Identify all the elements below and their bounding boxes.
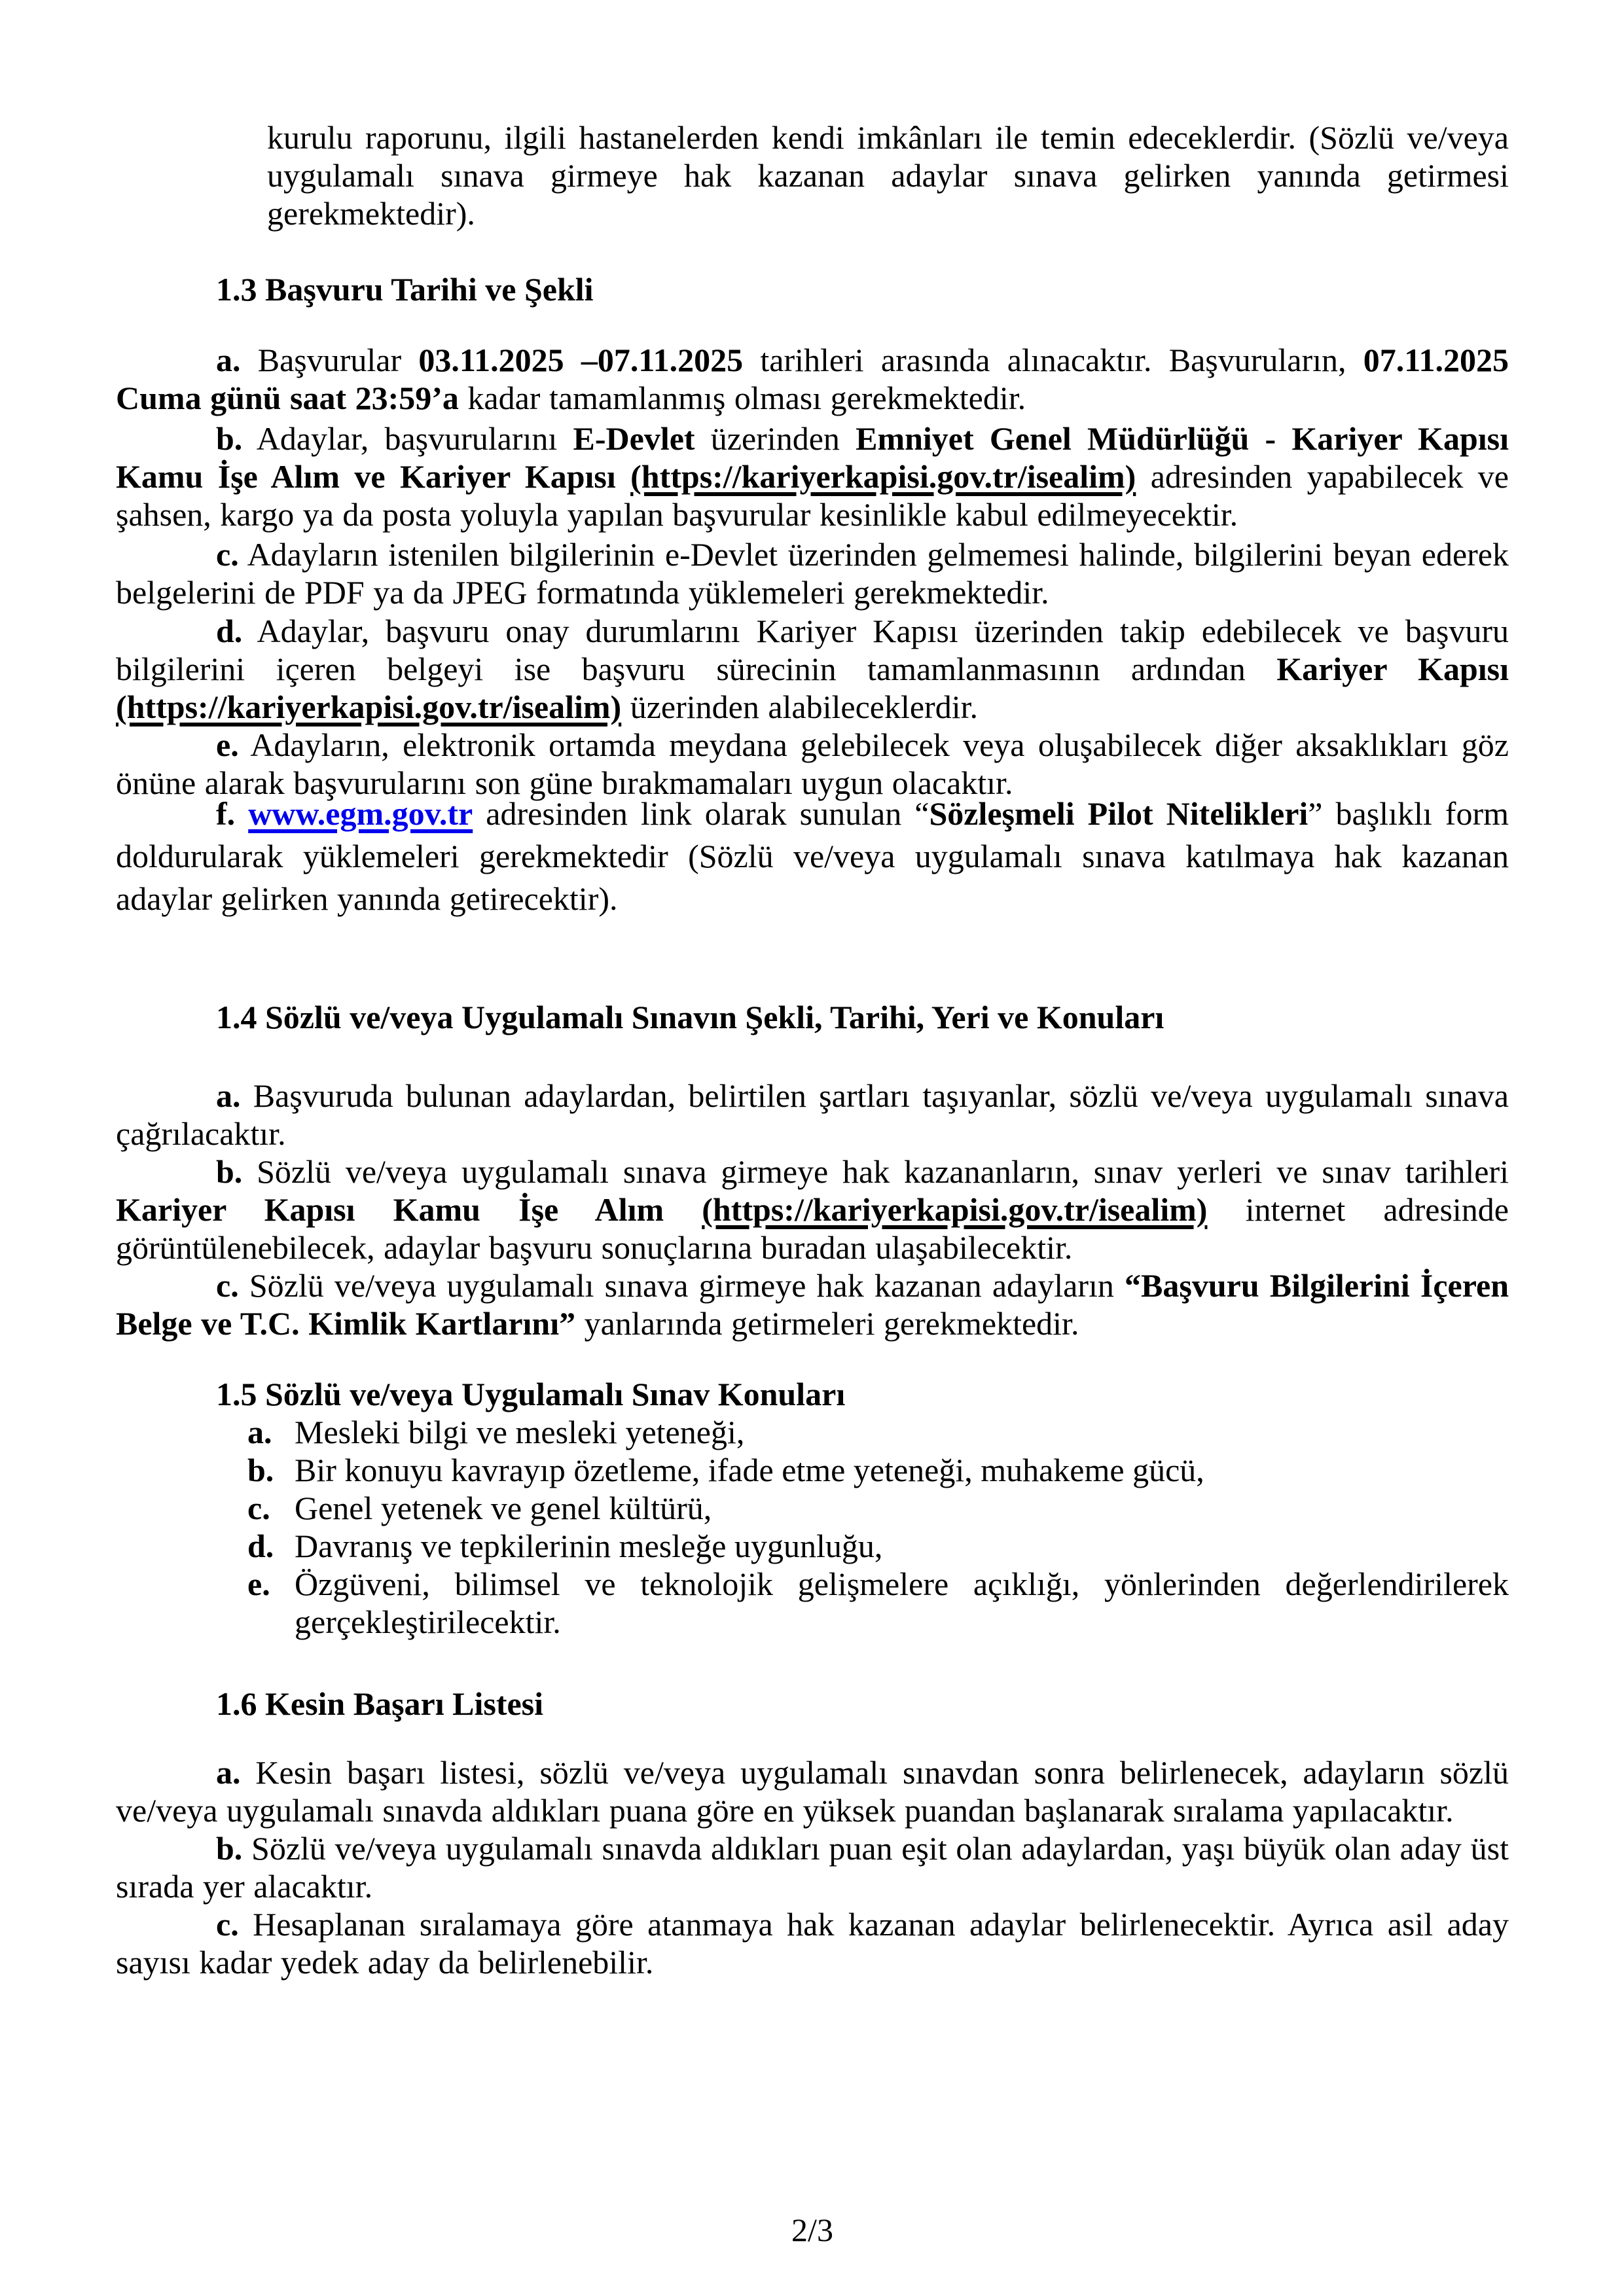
text-run: Özgüveni, bilimsel ve teknolojik gelişmelere açıklığı, yönlerinden değerlendirilerek gerçekleştirilecektir.: [295, 1566, 1509, 1640]
section-1-3-item-d: [116, 612, 1509, 726]
text-run: c.: [216, 536, 239, 573]
text-run: Genel yetenek ve genel kültürü,: [295, 1490, 712, 1526]
section-1-3-item-e: [116, 726, 1509, 802]
text-run: üzerinden alabileceklerdir.: [621, 689, 978, 725]
section-1-3-item-a: [116, 341, 1509, 417]
section-1-6-item-a: [116, 1753, 1509, 1829]
text-run: yanlarında getirmeleri gerekmektedir.: [575, 1305, 1079, 1342]
exam-topic-item-c: [247, 1489, 1509, 1527]
text-run: Sözlü ve/veya uygulamalı sınava girmeye hak kazanan adayların: [238, 1267, 1125, 1304]
section-1-3-item-f: [116, 793, 1509, 920]
text-run: Kesin başarı listesi, sözlü ve/veya uygulamalı sınavdan sonra belirlenecek, adayların sözlü ve/veya uygulamalı sınavda aldıkları puana göre en yüksek puandan başlanarak sıralama yapılacaktır.: [116, 1754, 1509, 1829]
topic-letter: d.: [247, 1528, 274, 1564]
section-1-6-heading: 1.6 Kesin Başarı Listesi: [216, 1685, 544, 1722]
text-run: a.: [216, 1077, 241, 1114]
text-run: adresinden link olarak sunulan “: [473, 795, 929, 832]
text-run: Adayların, elektronik ortamda meydana gelebilecek veya oluşabilecek diğer aksaklıkları göz önüne alarak başvurularını son güne bırakmamaları uygun olacaktır.: [116, 726, 1509, 801]
topic-letter: e.: [247, 1566, 270, 1602]
kariyerkapisi-link[interactable]: (https://kariyerkapisi.gov.tr/isealim): [630, 458, 1136, 495]
section-1-4-item-c: [116, 1266, 1509, 1342]
text-run: a.: [216, 342, 241, 378]
topic-text: [295, 1528, 882, 1564]
text-run: b.: [216, 1830, 243, 1867]
text-run: kurulu raporunu, ilgili hastanelerden kendi imkânları ile temin edeceklerdir. (Sözlü ve/veya uygulamalı sınava girmeye hak kazanan adaylar sınava gelirken yanında getirmesi gerekmektedir).: [267, 119, 1509, 232]
text-run: ” başlıklı form doldurularak yüklemeleri gerekmektedir (Sözlü ve/veya uygulamalı sınava katılmaya hak kazanan adaylar gelirken yanında getirecektir).: [116, 795, 1509, 917]
text-run: Davranış ve tepkilerinin mesleğe uygunluğu,: [295, 1528, 883, 1564]
text-run: Adayların istenilen bilgilerinin e-Devlet üzerinden gelmemesi halinde, bilgilerini beyan ederek belgelerini de PDF ya da JPEG formatında yüklemeleri gerekmektedir.: [116, 536, 1509, 611]
text-run: internet adresinde görüntülenebilecek, adaylar başvuru sonuçlarına buradan ulaşabilecektir.: [116, 1191, 1509, 1266]
text-run: e.: [216, 726, 239, 763]
exam-topic-item-b: [247, 1451, 1509, 1489]
topic-text: [295, 1490, 712, 1526]
topic-text: [295, 1566, 1509, 1640]
topic-letter: b.: [247, 1452, 274, 1488]
text-run: Emniyet Genel Müdürlüğü - Kariyer Kapısı Kamu İşe Alım ve Kariyer Kapısı: [116, 420, 1509, 495]
text-run: Mesleki bilgi ve mesleki yeteneği,: [295, 1414, 745, 1450]
section-1-3-item-c: [116, 535, 1509, 611]
exam-topic-item-d: [247, 1527, 1509, 1565]
text-run: Bir konuyu kavrayıp özetleme, ifade etme yeteneği, muhakeme gücü,: [295, 1452, 1204, 1488]
section-1-3-heading: 1.3 Başvuru Tarihi ve Şekli: [216, 271, 594, 308]
text-run: Adaylar, başvurularını: [242, 420, 573, 457]
exam-topic-item-e: [247, 1565, 1509, 1641]
section-1-5-heading: 1.5 Sözlü ve/veya Uygulamalı Sınav Konuları: [216, 1376, 846, 1412]
text-run: Adaylar, başvuru onay durumlarını Kariyer Kapısı üzerinden takip edebilecek ve başvuru bilgilerini içeren belgeyi ise başvuru sürecinin tamamlanmasının ardından: [116, 613, 1509, 687]
text-run: kadar tamamlanmış olması gerekmektedir.: [458, 380, 1026, 416]
intro-continuation-paragraph: [267, 118, 1509, 232]
section-1-4-item-a: [116, 1077, 1509, 1153]
text-run: adresinden yapabilecek ve şahsen, kargo ya da posta yoluyla yapılan başvurular kesinlikle kabul edilmeyecektir.: [116, 458, 1509, 533]
topic-letter: a.: [247, 1414, 272, 1450]
text-run: c.: [216, 1906, 239, 1943]
text-run: Başvuruda bulunan adaylardan, belirtilen şartları taşıyanlar, sözlü ve/veya uygulamalı sınava çağrılacaktır.: [116, 1077, 1509, 1152]
text-run: tarihleri arasında alınacaktır. Başvuruların,: [743, 342, 1363, 378]
section-1-4-item-b: [116, 1153, 1509, 1266]
kariyerkapisi-link[interactable]: (https://kariyerkapisi.gov.tr/isealim): [116, 689, 622, 725]
topic-text: [295, 1414, 744, 1450]
page-number: 2/3: [791, 2212, 833, 2248]
section-1-6-item-c: [116, 1905, 1509, 1981]
text-run: Sözlü ve/veya uygulamalı sınava girmeye hak kazananların, sınav yerleri ve sınav tarihleri: [242, 1153, 1509, 1190]
text-run: “Başvuru Bilgilerini İçeren Belge ve T.C. Kimlik Kartlarını”: [116, 1267, 1509, 1342]
text-run: Sözlü ve/veya uygulamalı sınavda aldıkları puan eşit olan adaylardan, yaşı büyük olan aday üst sırada yer alacaktır.: [116, 1830, 1509, 1905]
section-1-3-item-b: [116, 420, 1509, 533]
text-run: 03.11.2025 –07.11.2025: [418, 342, 744, 378]
section-1-6-item-b: [116, 1829, 1509, 1905]
section-1-4-heading: 1.4 Sözlü ve/veya Uygulamalı Sınavın Şekli, Tarihi, Yeri ve Konuları: [216, 999, 1164, 1035]
egm-link[interactable]: www.egm.gov.tr: [248, 795, 473, 832]
text-run: Kariyer Kapısı Kamu İşe Alım: [116, 1191, 702, 1228]
text-run: Kariyer Kapısı: [1276, 651, 1509, 687]
text-run: Hesaplanan sıralamaya göre atanmaya hak kazanan adaylar belirlenecektir. Ayrıca asil aday sayısı kadar yedek aday da belirlenebilir.: [116, 1906, 1509, 1981]
text-run: E-Devlet: [573, 420, 695, 457]
text-run: Başvurular: [240, 342, 419, 378]
text-run: a.: [216, 1754, 241, 1791]
text-run: b.: [216, 420, 243, 457]
text-run: [235, 795, 248, 832]
topic-letter: c.: [247, 1490, 270, 1526]
text-run: f.: [216, 795, 236, 832]
text-run: c.: [216, 1267, 239, 1304]
text-run: 07.11.2025 Cuma günü saat 23:59’a: [116, 342, 1509, 416]
topic-text: [295, 1452, 1204, 1488]
text-run: d.: [216, 613, 243, 649]
text-run: Sözleşmeli Pilot Nitelikleri: [929, 795, 1308, 832]
text-run: üzerinden: [695, 420, 856, 457]
text-run: b.: [216, 1153, 243, 1190]
exam-topic-item-a: [247, 1413, 1509, 1451]
kariyerkapisi-link[interactable]: (https://kariyerkapisi.gov.tr/isealim): [702, 1191, 1208, 1228]
